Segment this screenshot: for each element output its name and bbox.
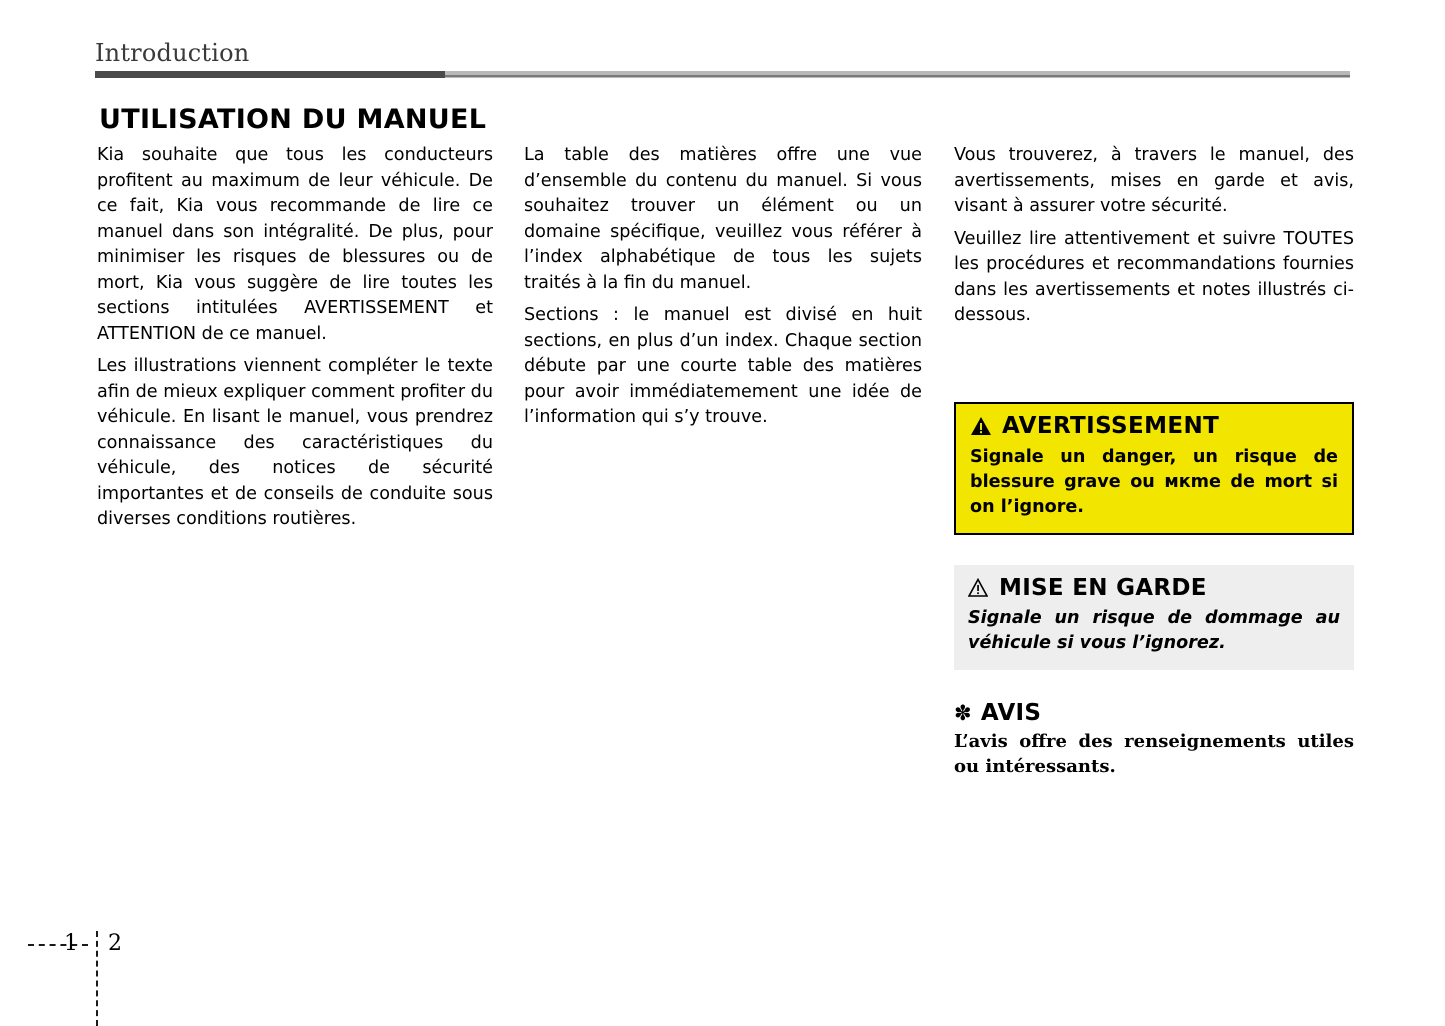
caution-callout — [954, 565, 1354, 670]
caution-callout-body: Signale un risque de dommage au véhicule si vous l’ignorez. — [968, 608, 1340, 653]
header-divider-thin — [445, 75, 1350, 77]
warning-triangle-icon — [970, 416, 992, 436]
notice-callout-body: L’avis offre des renseignements utiles ou intéressants. — [954, 731, 1354, 777]
warning-callout-title: AVERTISSEMENT — [1002, 413, 1220, 439]
caution-callout-header — [968, 575, 1340, 601]
warning-callout-header — [970, 413, 1338, 439]
header-divider-thick — [95, 71, 445, 78]
footer-dashed-rule — [28, 944, 88, 946]
page-footer — [0, 931, 1445, 1026]
text-column-2 — [524, 143, 922, 431]
paragraph: Kia souhaite que tous les conducteurs profitent au maximum de leur véhicule. De ce fait, Kia vous recommande de lire ce manuel dans son intégralité. De plus, pour minimiser les risques de blessures ou de mort, Kia vous suggère de lire toutes les sections intitulées AVERTISSEMENT et ATTENTION de ce manuel. — [97, 145, 493, 344]
footer-page-number: 2 — [108, 931, 122, 956]
warning-callout — [954, 402, 1354, 535]
text-column-3 — [954, 143, 1354, 329]
header-divider — [95, 71, 1350, 78]
paragraph: Les illustrations viennent compléter le texte afin de mieux expliquer comment profiter du véhicule. En lisant le manuel, vous prendrez connaissance des caractéristiques du véhicule, des notices de sécurité importantes et de conseils de conduite sous diverses conditions routières. — [97, 356, 493, 529]
footer-section-number: 1 — [64, 931, 78, 956]
paragraph: La table des matières offre une vue d’ensemble du contenu du manuel. Si vous souhaitez trouver un élément ou un domaine spécifique, veuillez vous référer à l’index alphabétique de tous les sujets traités à la fin du manuel. — [524, 145, 922, 293]
paragraph: Vous trouverez, à travers le manuel, des avertissements, mises en garde et avis, visant à assurer votre sécurité. — [954, 145, 1354, 216]
footer-dashed-divider — [96, 931, 98, 1026]
notice-callout-title: AVIS — [980, 700, 1042, 726]
page-header — [95, 40, 1350, 78]
notice-callout — [954, 700, 1354, 779]
page-title: Introduction — [95, 39, 250, 67]
caution-triangle-icon — [968, 578, 990, 598]
paragraph: Sections : le manuel est divisé en huit sections, en plus d’un index. Chaque section débute par une courte table des matières pour avoir immédiatemement une idée de l’information qui s’y trouve. — [524, 305, 922, 427]
notice-callout-header — [954, 700, 1354, 726]
caution-callout-title: MISE EN GARDE — [999, 575, 1207, 601]
section-heading: UTILISATION DU MANUEL — [99, 104, 487, 135]
warning-callout-body: Signale un danger, un risque de blessure grave ou мкme de mort si on l’ignore. — [970, 447, 1338, 517]
asterisk-icon: ✽ — [954, 701, 972, 725]
text-column-1 — [97, 143, 493, 533]
paragraph: Veuillez lire attentivement et suivre TOUTES les procédures et recommandations fournies dans les avertissements et notes illustrés ci-dessous. — [954, 228, 1354, 325]
